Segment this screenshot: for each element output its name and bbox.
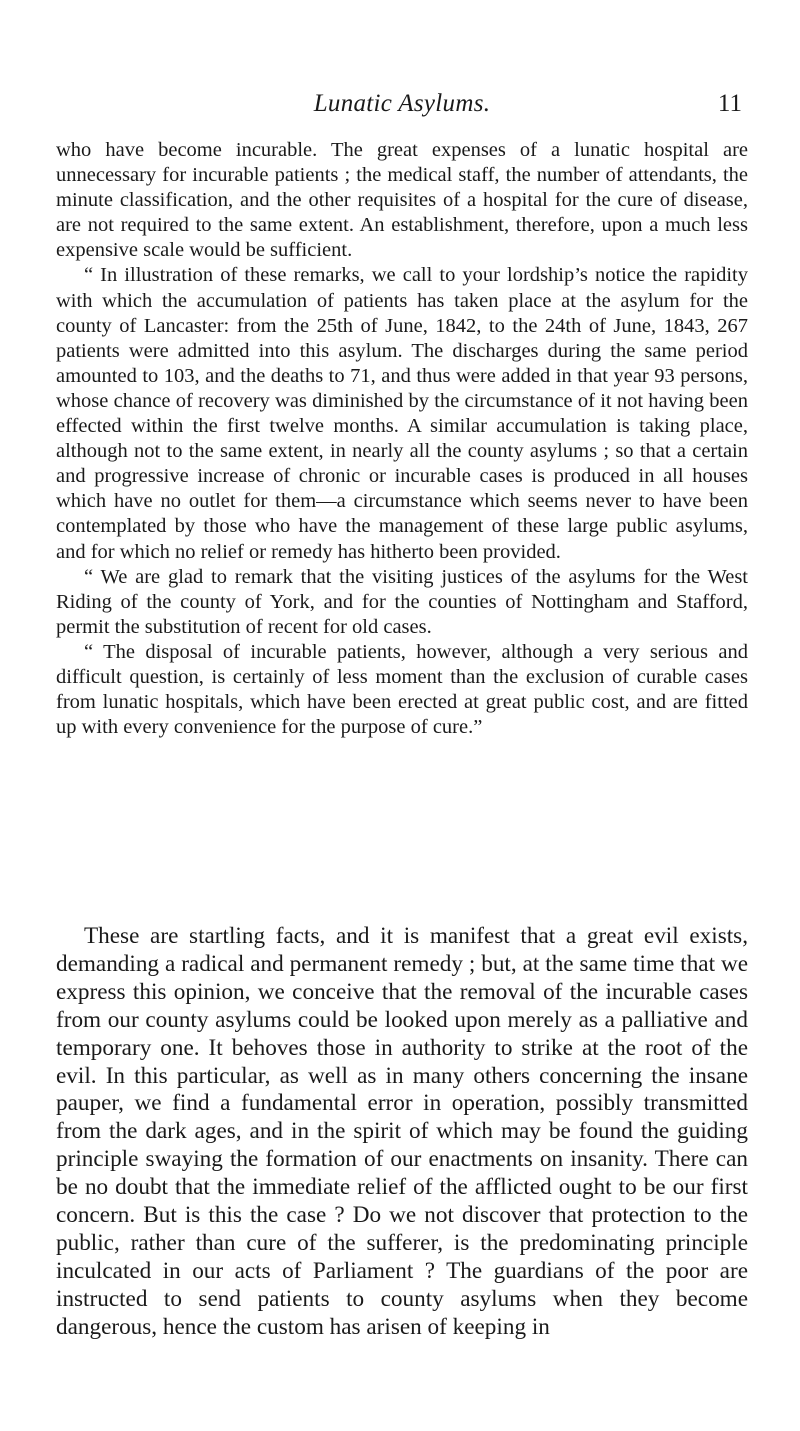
quoted-report-passage [56, 138, 748, 740]
quote-paragraph-3: “ We are glad to remark that the visiting justices of the asylums for the West Riding of the county of York, and for the counties of Nottingham and Stafford, permit the substitution of recent for old cases. [56, 565, 748, 638]
quote-paragraph-4: “ The disposal of incurable patients, however, although a very serious and difficult question, is certainly of less moment than the exclusion of curable cases from lunatic hospitals, which have been erected at great public cost, and are fitted up with every convenience for the purpose of cure.” [56, 640, 748, 739]
page-number: 11 [717, 90, 742, 117]
quote-paragraph-1: who have become incurable. The great expenses of a lunatic hospital are unnecessary for incurable patients ; the medical staff, the number of attendants, the minute classification, and the other requisites of a hospital for the cure of disease, are not required to the same extent. An establishment, therefore, upon a much less expensive scale would be sufficient. [56, 139, 748, 262]
running-title: Lunatic Asylums. [313, 90, 491, 117]
commentary-paragraph: These are startling facts, and it is manifest that a great evil exists, demanding a radical and permanent remedy ; but, at the same time that we express this opinion, we conceive that the removal of the incurable cases from our county asylums could be looked upon merely as a palliative and temporary one. It behoves those in authority to strike at the root of the evil. In this particular, as well as in many others concerning the insane pauper, we find a fundamental error in operation, possibly transmitted from the dark ages, and in the spirit of which may be found the guiding principle swaying the formation of our enactments on insanity. There can be no doubt that the immediate relief of the afflicted ought to be our first concern. But is this the case ? Do we not discover that protection to the public, rather than cure of the sufferer, is the predominating principle inculcated in our acts of Parliament ? The guardians of the poor are instructed to send patients to county asylums when they become dangerous, hence the custom has arisen of keeping in [56, 923, 748, 1340]
author-commentary [56, 923, 748, 1342]
quote-paragraph-2: “ In illustration of these remarks, we call to your lordship’s notice the rapidity with which the accumulation of patients has taken place at the asylum for the county of Lancaster: from the 25th of June, 1842, to the 24th of June, 1843, 267 patients were admitted into this asylum. The discharges during the same period amounted to 103, and the deaths to 71, and thus were added in that year 93 persons, whose chance of recovery was diminished by the circumstance of it not having been effected within the first twelve months. A similar accumulation is taking place, although not to the same extent, in nearly all the county asylums ; so that a certain and progressive increase of chronic or incurable cases is produced in all houses which have no outlet for them—a circumstance which seems never to have been contemplated by those who have the management of these large public asylums, and for which no relief or remedy has hitherto been provided. [56, 264, 748, 563]
page-header [56, 90, 748, 126]
